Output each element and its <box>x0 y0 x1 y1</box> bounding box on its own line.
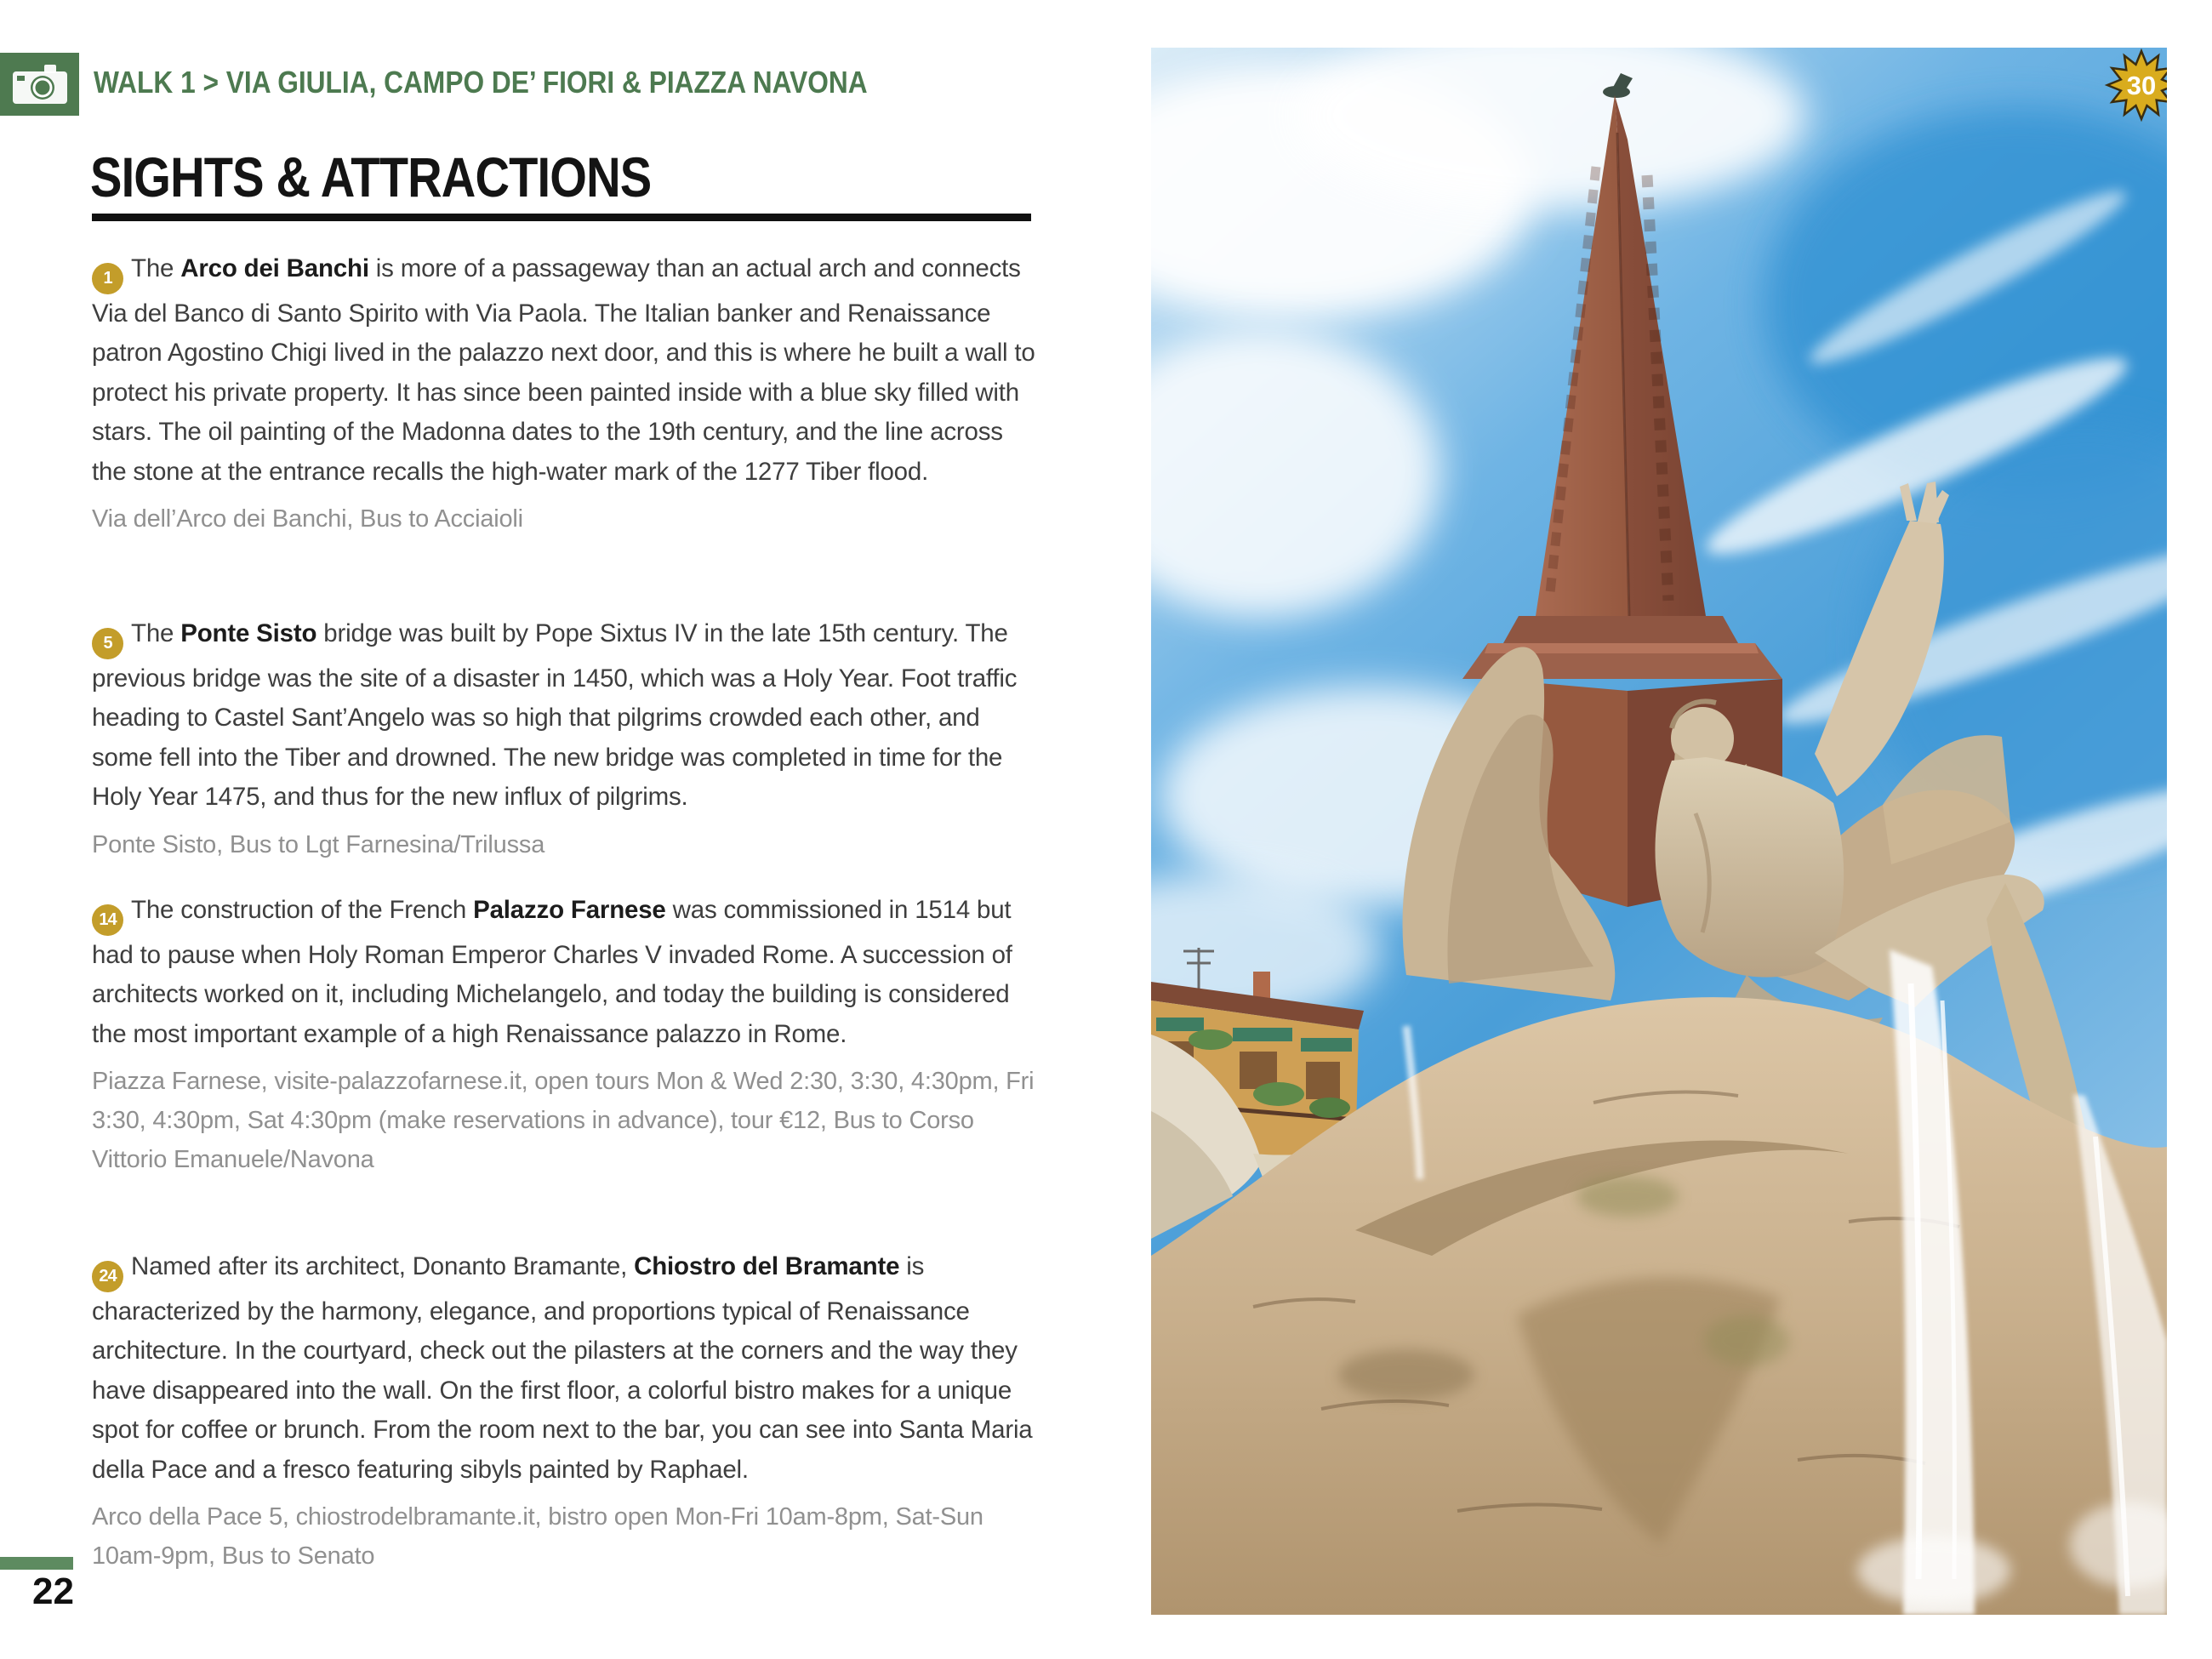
sight-text-prefix: Named after its architect, Donanto Bramante, <box>131 1252 635 1280</box>
sight-text-prefix: The construction of the French <box>131 896 474 924</box>
sight-address: Via dell’Arco dei Banchi, Bus to Acciaioli <box>92 505 523 533</box>
sight-address: Arco della Pace 5, chiostrodelbramante.it, bistro open Mon-Fri 10am-8pm, Sat-Sun 10am-9pm, Bus to Senato <box>92 1503 983 1571</box>
sight-text: is more of a passageway than an actual arch and connects Via del Banco di Santo Spirito with Via Paola. The Italian banker and Renaissance patron Agostino Chigi lived in the palazzo next door, and this is where he built a wall to protect his private property. It has since been painted inside with a blue sky filled with stars. The oil painting of the Madonna dates to the 19th century, and the line across the stone at the entrance recalls the high-water mark of the 1277 Tiber flood. <box>92 254 1035 486</box>
sight-text-prefix: The <box>131 619 181 647</box>
sight-text: bridge was built by Pope Sixtus IV in the late 15th century. The previous bridge was the site of a disaster in 1450, which was a Holy Year. Foot traffic heading to Castel Sant’Angelo was so high that pilgrims crowded each other, and some fell into the Tiber and drowned. The new bridge was completed in time for the Holy Year 1475, and thus for the new influx of pilgrims. <box>92 619 1018 812</box>
camera-icon <box>0 53 79 116</box>
sight-address: Ponte Sisto, Bus to Lgt Farnesina/Trilussa <box>92 830 545 858</box>
sight-text: is characterized by the harmony, elegance, and proportions typical of Renaissance architecture. In the courtyard, check out the pilasters at the corners and the way they have disappeared into the wall. On the first floor, a colorful bistro makes for a unique spot for coffee or brunch. From the room next to the bar, you can see into Santa Maria della Pace and a fresco featuring sibyls painted by Raphael. <box>92 1252 1033 1484</box>
footer-green-bar <box>0 1557 73 1570</box>
sight-number-badge: 1 <box>92 263 123 294</box>
walk-breadcrumb: WALK 1 > VIA GIULIA, CAMPO DE’ FIORI & PIAZZA NAVONA <box>94 65 868 100</box>
sight-entry-arco-dei-banchi <box>92 249 1038 539</box>
photo-badge-number: 30 <box>2126 71 2157 100</box>
sight-entry-palazzo-farnese <box>92 891 1038 1179</box>
fountain-photo <box>1151 48 2167 1615</box>
sight-entry-ponte-sisto <box>92 614 1038 864</box>
sight-text: was commissioned in 1514 but had to pause when Holy Roman Emperor Charles V invaded Rome. A succession of architects worked on it, including Michelangelo, and today the building is considered the most important example of a high Renaissance palazzo in Rome. <box>92 896 1012 1048</box>
sight-address: Piazza Farnese, visite-palazzofarnese.it, open tours Mon & Wed 2:30, 3:30, 4:30pm, Fri 3:30, 4:30pm, Sat 4:30pm (make reservations in advance), tour €12, Bus to Corso Vittorio Emanuele/Navona <box>92 1068 1035 1174</box>
sight-name: Palazzo Farnese <box>473 896 666 924</box>
sight-number-badge: 14 <box>92 904 123 936</box>
sight-name: Arco dei Banchi <box>180 254 369 282</box>
sight-number-badge: 5 <box>92 628 123 659</box>
section-title: SIGHTS & ATTRACTIONS <box>90 145 652 208</box>
sight-paragraph <box>92 891 1038 1054</box>
title-rule <box>92 214 1031 221</box>
sight-paragraph <box>92 614 1038 818</box>
sight-text-prefix: The <box>131 254 181 282</box>
sight-name: Chiostro del Bramante <box>634 1252 900 1280</box>
sight-paragraph <box>92 1247 1038 1490</box>
page-number: 22 <box>32 1571 74 1612</box>
sight-name: Ponte Sisto <box>180 619 317 647</box>
sight-paragraph <box>92 249 1038 492</box>
sight-number-badge: 24 <box>92 1261 123 1292</box>
sight-entry-chiostro-del-bramante <box>92 1247 1038 1576</box>
